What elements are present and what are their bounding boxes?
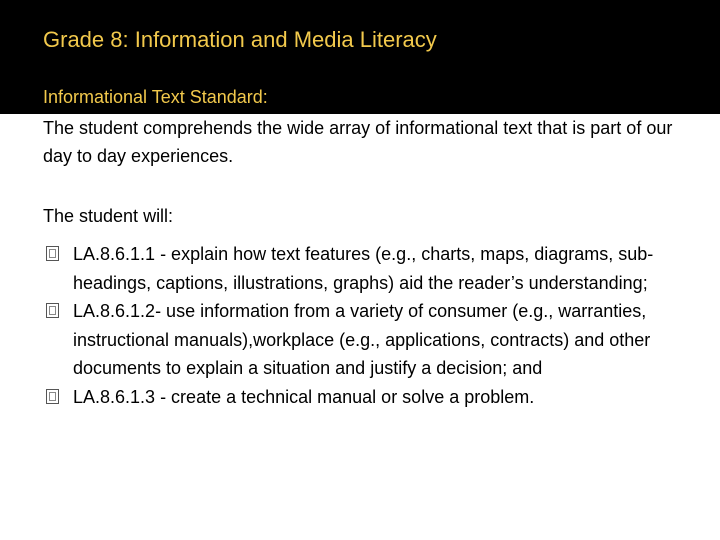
- checkbox-bullet-icon: [46, 303, 59, 318]
- slide-title: Grade 8: Information and Media Literacy: [43, 27, 437, 52]
- objective-text: LA.8.6.1.2- use information from a variety of consumer (e.g., warranties, instructional manuals),workplace (e.g., applications, contracts) and other documents to explain a situation and justify a decision; and: [73, 301, 651, 378]
- checkbox-bullet-icon: [46, 246, 59, 261]
- standard-heading: Informational Text Standard:: [43, 87, 268, 107]
- standard-description: The student comprehends the wide array of informational text that is part of our day to day experiences.: [43, 118, 673, 166]
- objective-item: [43, 297, 683, 383]
- objective-text: LA.8.6.1.3 - create a technical manual or solve a problem.: [73, 386, 535, 407]
- objective-list: [43, 240, 683, 411]
- objective-item: [43, 240, 683, 297]
- objective-text: LA.8.6.1.1 - explain how text features (e.g., charts, maps, diagrams, sub-headings, captions, illustrations, graphs) aid the reader’s understanding;: [73, 244, 654, 293]
- objective-item: [43, 383, 683, 412]
- header-band: [0, 0, 720, 114]
- student-will-intro: The student will:: [43, 206, 174, 226]
- slide-body: [43, 114, 683, 411]
- checkbox-bullet-icon: [46, 389, 59, 404]
